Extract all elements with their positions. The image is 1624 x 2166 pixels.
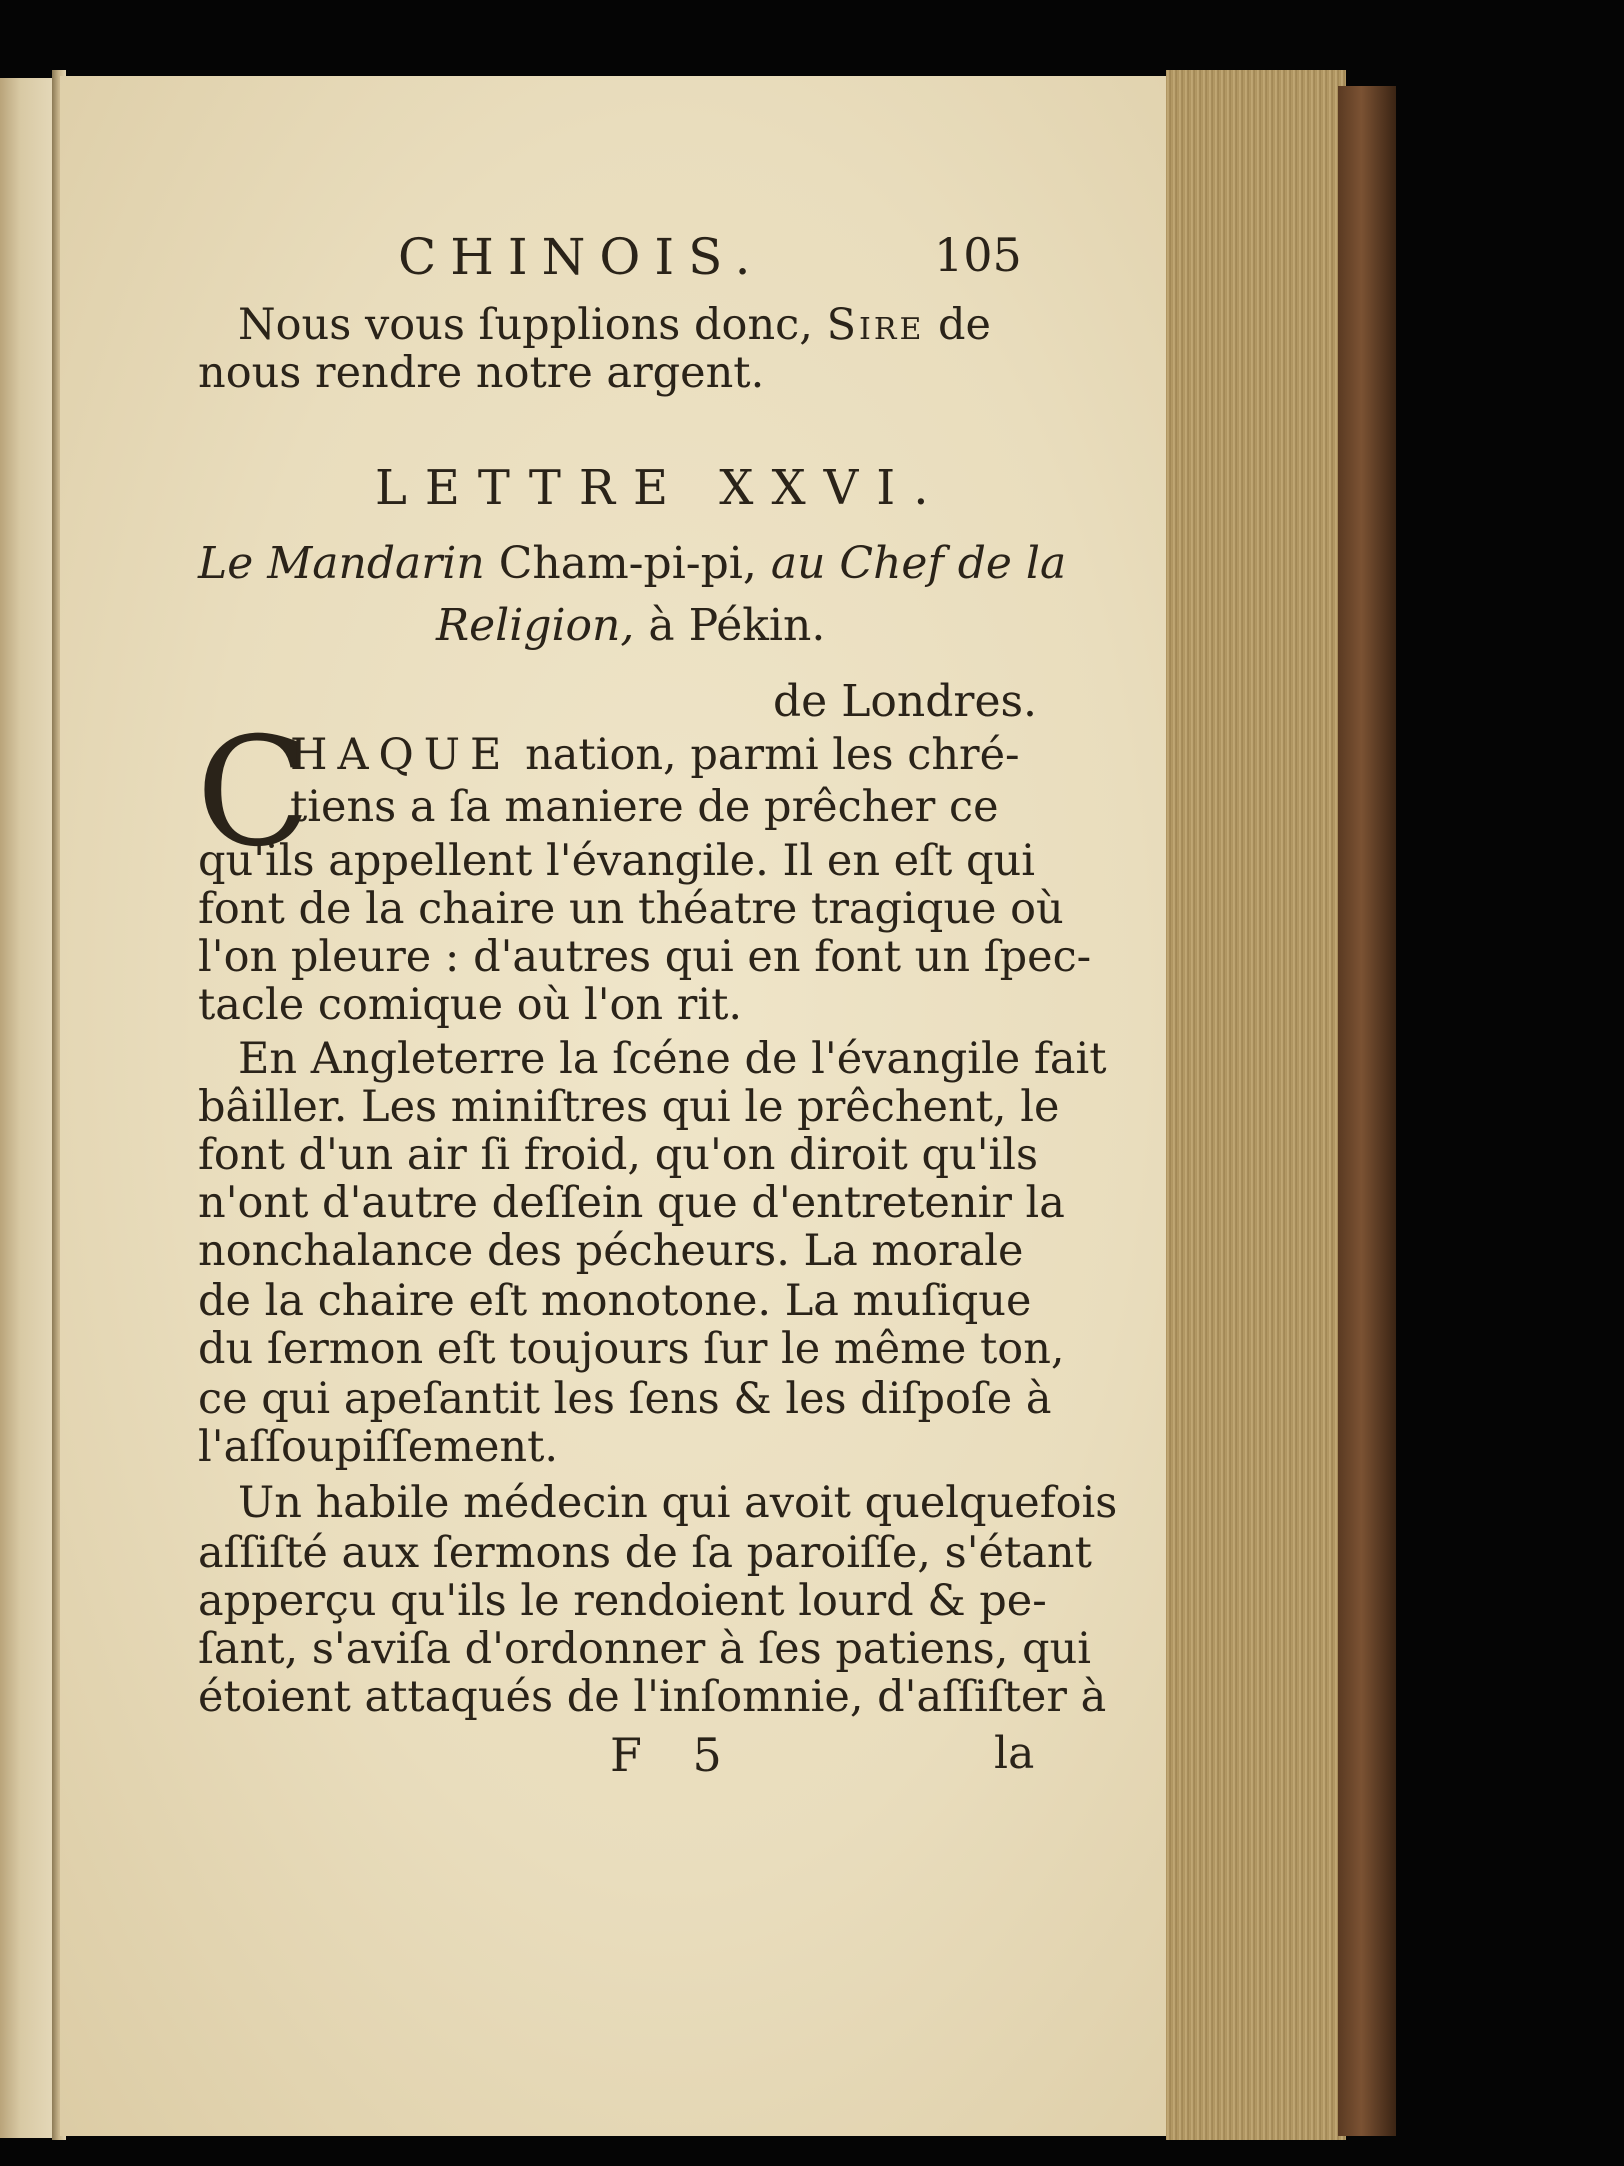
text-line: font de la chaire un théatre tragique où (198, 884, 1064, 934)
text-line: tacle comique où l'on rit. (198, 980, 743, 1030)
letter-subtitle-cont: Religion, à Pékin. (436, 600, 826, 651)
page-number: 105 (934, 228, 1022, 282)
text-line: de la chaire eſt monotone. La muſique (198, 1276, 1032, 1326)
text-line: nonchalance des pécheurs. La morale (198, 1226, 1024, 1276)
text-line: l'aſſoupiſſement. (198, 1422, 559, 1472)
catchword: la (994, 1728, 1035, 1779)
letter-title: LETTRE XXVI. (375, 460, 947, 516)
text-line: nous rendre notre argent. (198, 348, 765, 398)
first-line: HAQUE nation, parmi les chré- (290, 730, 1020, 780)
text-line: aſſiſté aux ſermons de ſa paroiſſe, s'étant (198, 1528, 1092, 1578)
text-line: apperçu qu'ils le rendoient lourd & pe- (198, 1576, 1047, 1626)
text-line: ce qui apeſantit les ſens & les diſpoſe à (198, 1374, 1052, 1424)
text-line: l'on pleure : d'autres qui en font un ſpec- (198, 932, 1092, 982)
text-line: ſant, s'aviſa d'ordonner à ſes patiens, qui (198, 1624, 1092, 1674)
text-line: bâiller. Les miniſtres qui le prêchent, le (198, 1082, 1060, 1132)
text-line: En Angleterre la ſcéne de l'évangile fait (238, 1034, 1107, 1084)
signature-mark: F 5 (610, 1728, 740, 1782)
text-line: Un habile médecin qui avoit quelquefois (238, 1478, 1118, 1528)
text-line: Nous vous ſupplions donc, Sire de (238, 300, 992, 350)
text-line: tiens a ſa maniere de prêcher ce (290, 782, 999, 832)
facing-page-edge (0, 78, 58, 2138)
text-line: qu'ils appellent l'évangile. Il en eſt qui (198, 836, 1035, 886)
text-line: étoient attaqués de l'inſomnie, d'aſſiſter à (198, 1672, 1107, 1722)
text-line: font d'un air ſi froid, qu'on diroit qu'ils (198, 1130, 1039, 1180)
text-line: du ſermon eſt toujours ſur le même ton, (198, 1324, 1065, 1374)
text-line: n'ont d'autre deſſein que d'entretenir la (198, 1178, 1065, 1228)
drop-cap: C (196, 706, 311, 880)
page-block-edge (1166, 70, 1346, 2140)
book-cover-edge (1338, 86, 1396, 2136)
running-title: CHINOIS. (398, 228, 765, 286)
letter-subtitle: Le Mandarin Cham-pi-pi, au Chef de la (198, 538, 1067, 589)
letter-place: de Londres. (773, 676, 1038, 727)
